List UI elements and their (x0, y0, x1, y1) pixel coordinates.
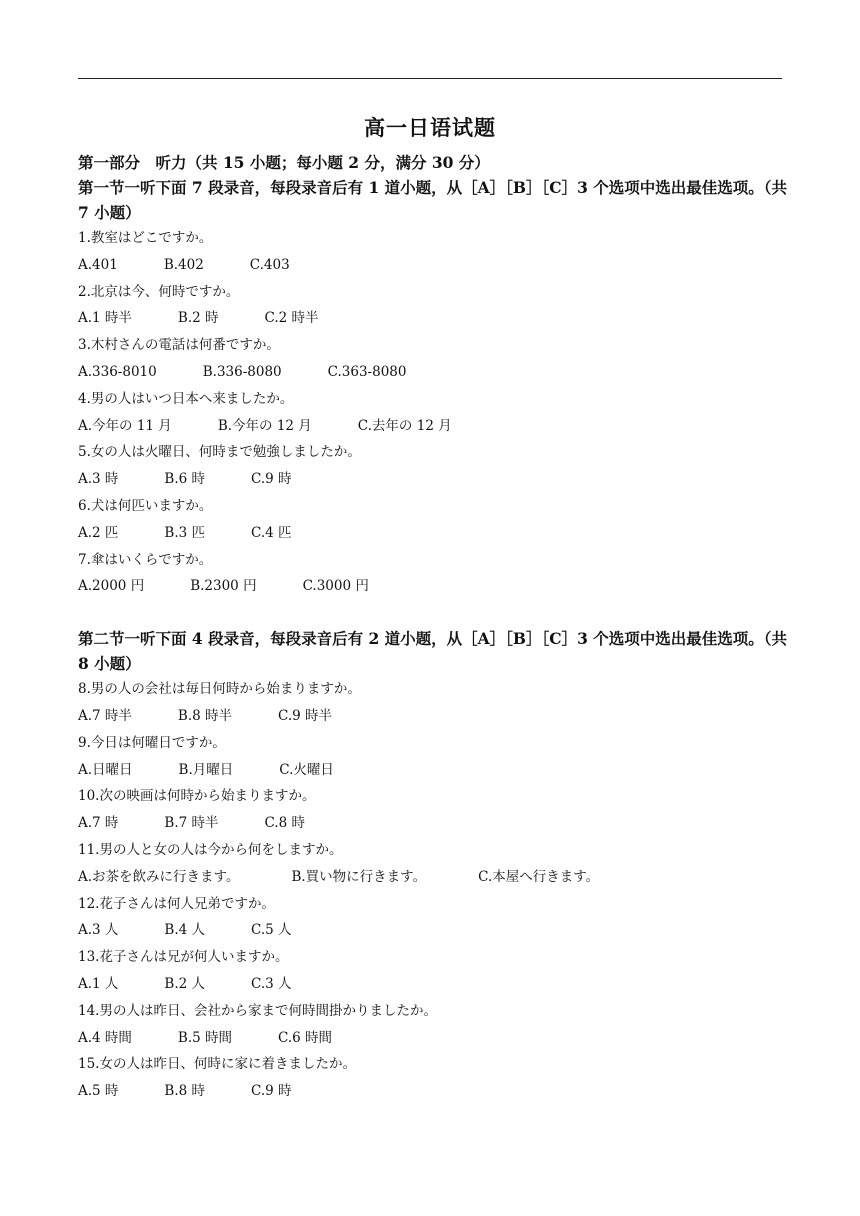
options-13 (78, 971, 788, 998)
option-b: B.買い物に行きます。 (291, 868, 427, 885)
option-b: B.今年の 12 月 (217, 417, 312, 434)
question-15: 15.女の人は昨日、何時に家に着きましたか。 (78, 1056, 356, 1073)
options-9 (78, 757, 788, 784)
option-a: A.4 時間 (78, 1029, 132, 1046)
option-a: A.401 (78, 256, 118, 273)
question-3: 3.木村さんの電話は何番ですか。 (78, 337, 280, 354)
option-a: A.7 時 (78, 815, 119, 832)
option-a: A.1 人 (78, 975, 119, 992)
options-7 (78, 573, 788, 600)
options-6 (78, 520, 788, 547)
option-c: C.去年の 12 月 (357, 417, 452, 434)
options-3 (78, 359, 788, 386)
option-c: C.9 時 (251, 471, 292, 488)
option-b: B.2 人 (164, 975, 206, 992)
question-9: 9.今日は何曜日ですか。 (78, 734, 226, 751)
section-2-heading: 第二节一听下面 4 段录音，每段录音后有 2 道小题，从［A］［B］［C］3 个选项中选出最佳选项。（共 8 小题） (78, 629, 788, 674)
option-c: C.4 匹 (251, 524, 292, 541)
options-1 (78, 252, 788, 279)
option-a: A.336-8010 (78, 363, 157, 380)
question-4: 4.男の人はいつ日本へ来ましたか。 (78, 390, 294, 407)
option-c: C.9 時 (251, 1083, 292, 1100)
question-7: 7.傘はいくらですか。 (78, 551, 213, 568)
option-a: A.お茶を飲みに行きます。 (78, 868, 240, 885)
option-a: A.日曜日 (78, 761, 133, 778)
option-c: C.3000 円 (302, 578, 369, 595)
question-1: 1.教室はどこですか。 (78, 230, 213, 246)
options-4 (78, 413, 788, 440)
question-list-2 (78, 676, 788, 1105)
option-a: A.5 時 (78, 1083, 119, 1100)
option-b: B.402 (163, 256, 204, 273)
option-c: C.8 時 (264, 815, 306, 832)
option-b: B.月曜日 (178, 761, 234, 778)
section-1-heading: 第一节一听下面 7 段录音，每段录音后有 1 道小题，从［A］［B］［C］3 个选项中选出最佳选项。（共 7 小题） (78, 178, 788, 222)
question-12: 12.花子さんは何人兄弟ですか。 (78, 895, 275, 912)
options-2 (78, 305, 788, 332)
question-14: 14.男の人は昨日、会社から家まで何時間掛かりましたか。 (78, 1002, 437, 1019)
options-15 (78, 1078, 788, 1105)
option-a: A.2 匹 (78, 524, 119, 541)
option-a: A.3 人 (78, 922, 119, 939)
option-c: C.火曜日 (279, 761, 334, 778)
option-a: A.1 時半 (78, 310, 132, 327)
option-a: A.7 時半 (78, 707, 132, 724)
options-8 (78, 703, 788, 730)
option-a: A.今年の 11 月 (78, 417, 172, 434)
option-b: B.2300 円 (190, 578, 257, 595)
options-14 (78, 1025, 788, 1052)
header-rule (78, 78, 782, 79)
exam-content (78, 150, 788, 1105)
option-c: C.9 時半 (278, 707, 333, 724)
question-11: 11.男の人と女の人は今から何をしますか。 (78, 841, 343, 858)
option-b: B.336-8080 (202, 363, 282, 380)
options-12 (78, 917, 788, 944)
option-b: B.2 時 (177, 310, 219, 327)
options-10 (78, 810, 788, 837)
options-11 (78, 864, 788, 891)
option-c: C.363-8080 (327, 363, 407, 380)
option-b: B.7 時半 (164, 815, 219, 832)
option-c: C.2 時半 (264, 310, 319, 327)
option-b: B.4 人 (164, 922, 206, 939)
option-c: C.5 人 (251, 922, 292, 939)
question-6: 6.犬は何匹いますか。 (78, 497, 213, 514)
option-b: B.8 時 (164, 1083, 206, 1100)
question-10: 10.次の映画は何時から始まりますか。 (78, 788, 316, 805)
question-5: 5.女の人は火曜日、何時まで勉強しましたか。 (78, 444, 361, 461)
options-5 (78, 466, 788, 493)
option-a: A.3 時 (78, 471, 119, 488)
option-c: C.6 時間 (278, 1029, 333, 1046)
option-b: B.8 時半 (177, 707, 233, 724)
option-c: C.本屋へ行きます。 (478, 868, 600, 885)
option-b: B.6 時 (164, 471, 206, 488)
page-title: 高一日语试题 (364, 115, 496, 140)
question-2: 2.北京は今、何時ですか。 (78, 283, 240, 300)
question-13: 13.花子さんは兄が何人いますか。 (78, 949, 289, 966)
option-c: C.403 (249, 256, 290, 273)
option-b: B.5 時間 (177, 1029, 233, 1046)
question-list-1 (78, 225, 788, 600)
option-a: A.2000 円 (78, 578, 145, 595)
option-c: C.3 人 (251, 975, 292, 992)
question-8: 8.男の人の会社は毎日何時から始まりますか。 (78, 681, 361, 698)
option-b: B.3 匹 (164, 524, 206, 541)
part-heading: 第一部分 听力（共 15 小题；每小题 2 分，满分 30 分） (78, 153, 490, 172)
